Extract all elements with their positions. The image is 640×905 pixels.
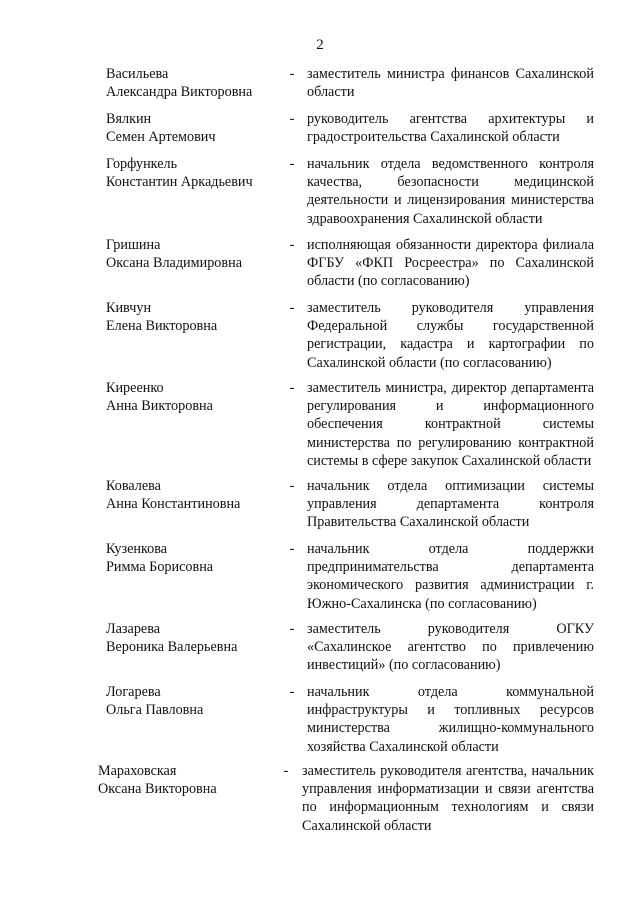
given-names: Римма Борисовна — [106, 559, 214, 576]
person-name — [106, 155, 281, 191]
dash-separator: - — [289, 111, 295, 127]
given-names: Семен Артемович — [106, 129, 216, 146]
surname: Кивчун — [106, 300, 152, 316]
surname: Киреенко — [106, 380, 164, 396]
position-text: исполняющая обязанности директора филиала ФГБУ «ФКП Росреестра» по Сахалинской области (по согласованию) — [307, 237, 594, 290]
given-names: Александра Викторовна — [106, 84, 253, 101]
surname: Гришина — [106, 237, 161, 253]
surname: Логарева — [106, 684, 161, 700]
surname: Кузенкова — [106, 541, 168, 557]
page-number: 2 — [316, 37, 324, 53]
person-name — [106, 683, 281, 719]
dash-separator: - — [289, 156, 295, 172]
position-text: заместитель министра, директор департамента регулирования и информационного обеспечения контрактной системы министерства по регулированию контрактной системы в сфере закупок Сахалинской области — [307, 380, 594, 469]
given-names: Елена Викторовна — [106, 318, 218, 335]
person-name — [106, 236, 281, 272]
person-name — [98, 762, 273, 798]
position-text: заместитель руководителя ОГКУ «Сахалинское агентство по привлечению инвестиций» (по согласованию) — [307, 621, 594, 674]
person-name — [106, 299, 281, 335]
surname: Васильева — [106, 66, 169, 82]
position-text: заместитель руководителя управления Федеральной службы государственной регистрации, кадастра и картографии по Сахалинской области (по согласованию) — [307, 300, 594, 371]
surname: Вялкин — [106, 111, 152, 127]
position-text: начальник отдела ведомственного контроля качества, безопасности медицинской деятельности и лицензирования министерства здравоохранения Сахалинской области — [307, 156, 594, 227]
given-names: Оксана Владимировна — [106, 255, 242, 272]
position-text: заместитель руководителя агентства, начальник управления информатизации и связи агентства по информационным технологиям и связи Сахалинской области — [302, 763, 594, 834]
position-text: заместитель министра финансов Сахалинской области — [307, 66, 594, 101]
dash-separator: - — [289, 237, 295, 253]
dash-separator: - — [289, 66, 295, 82]
person-name — [106, 379, 281, 415]
surname: Лазарева — [106, 621, 161, 637]
dash-separator: - — [289, 684, 295, 700]
surname: Горфункель — [106, 156, 178, 172]
dash-separator: - — [289, 621, 295, 637]
person-name — [106, 65, 281, 101]
given-names: Вероника Валерьевна — [106, 639, 238, 656]
dash-separator: - — [289, 541, 295, 557]
given-names: Константин Аркадьевич — [106, 174, 253, 191]
position-text: начальник отдела поддержки предпринимательства департамента экономического развития администрации г. Южно-Сахалинска (по согласованию) — [307, 541, 594, 612]
position-text: руководитель агентства архитектуры и градостроительства Сахалинской области — [307, 111, 594, 146]
surname: Ковалева — [106, 478, 161, 494]
position-text: начальник отдела оптимизации системы управления департамента контроля Правительства Сахалинской области — [307, 478, 594, 531]
position-text: начальник отдела коммунальной инфраструктуры и топливных ресурсов министерства жилищно-коммунального хозяйства Сахалинской области — [307, 684, 594, 755]
dash-separator: - — [289, 478, 295, 494]
dash-separator: - — [289, 380, 295, 396]
given-names: Ольга Павловна — [106, 702, 204, 719]
person-name — [106, 110, 281, 146]
given-names: Анна Константиновна — [106, 496, 241, 513]
given-names: Анна Викторовна — [106, 398, 213, 415]
surname: Мараховская — [98, 763, 177, 779]
person-name — [106, 620, 281, 656]
person-name — [106, 540, 281, 576]
dash-separator: - — [283, 763, 289, 779]
given-names: Оксана Викторовна — [98, 781, 217, 798]
dash-separator: - — [289, 300, 295, 316]
person-name — [106, 477, 281, 513]
